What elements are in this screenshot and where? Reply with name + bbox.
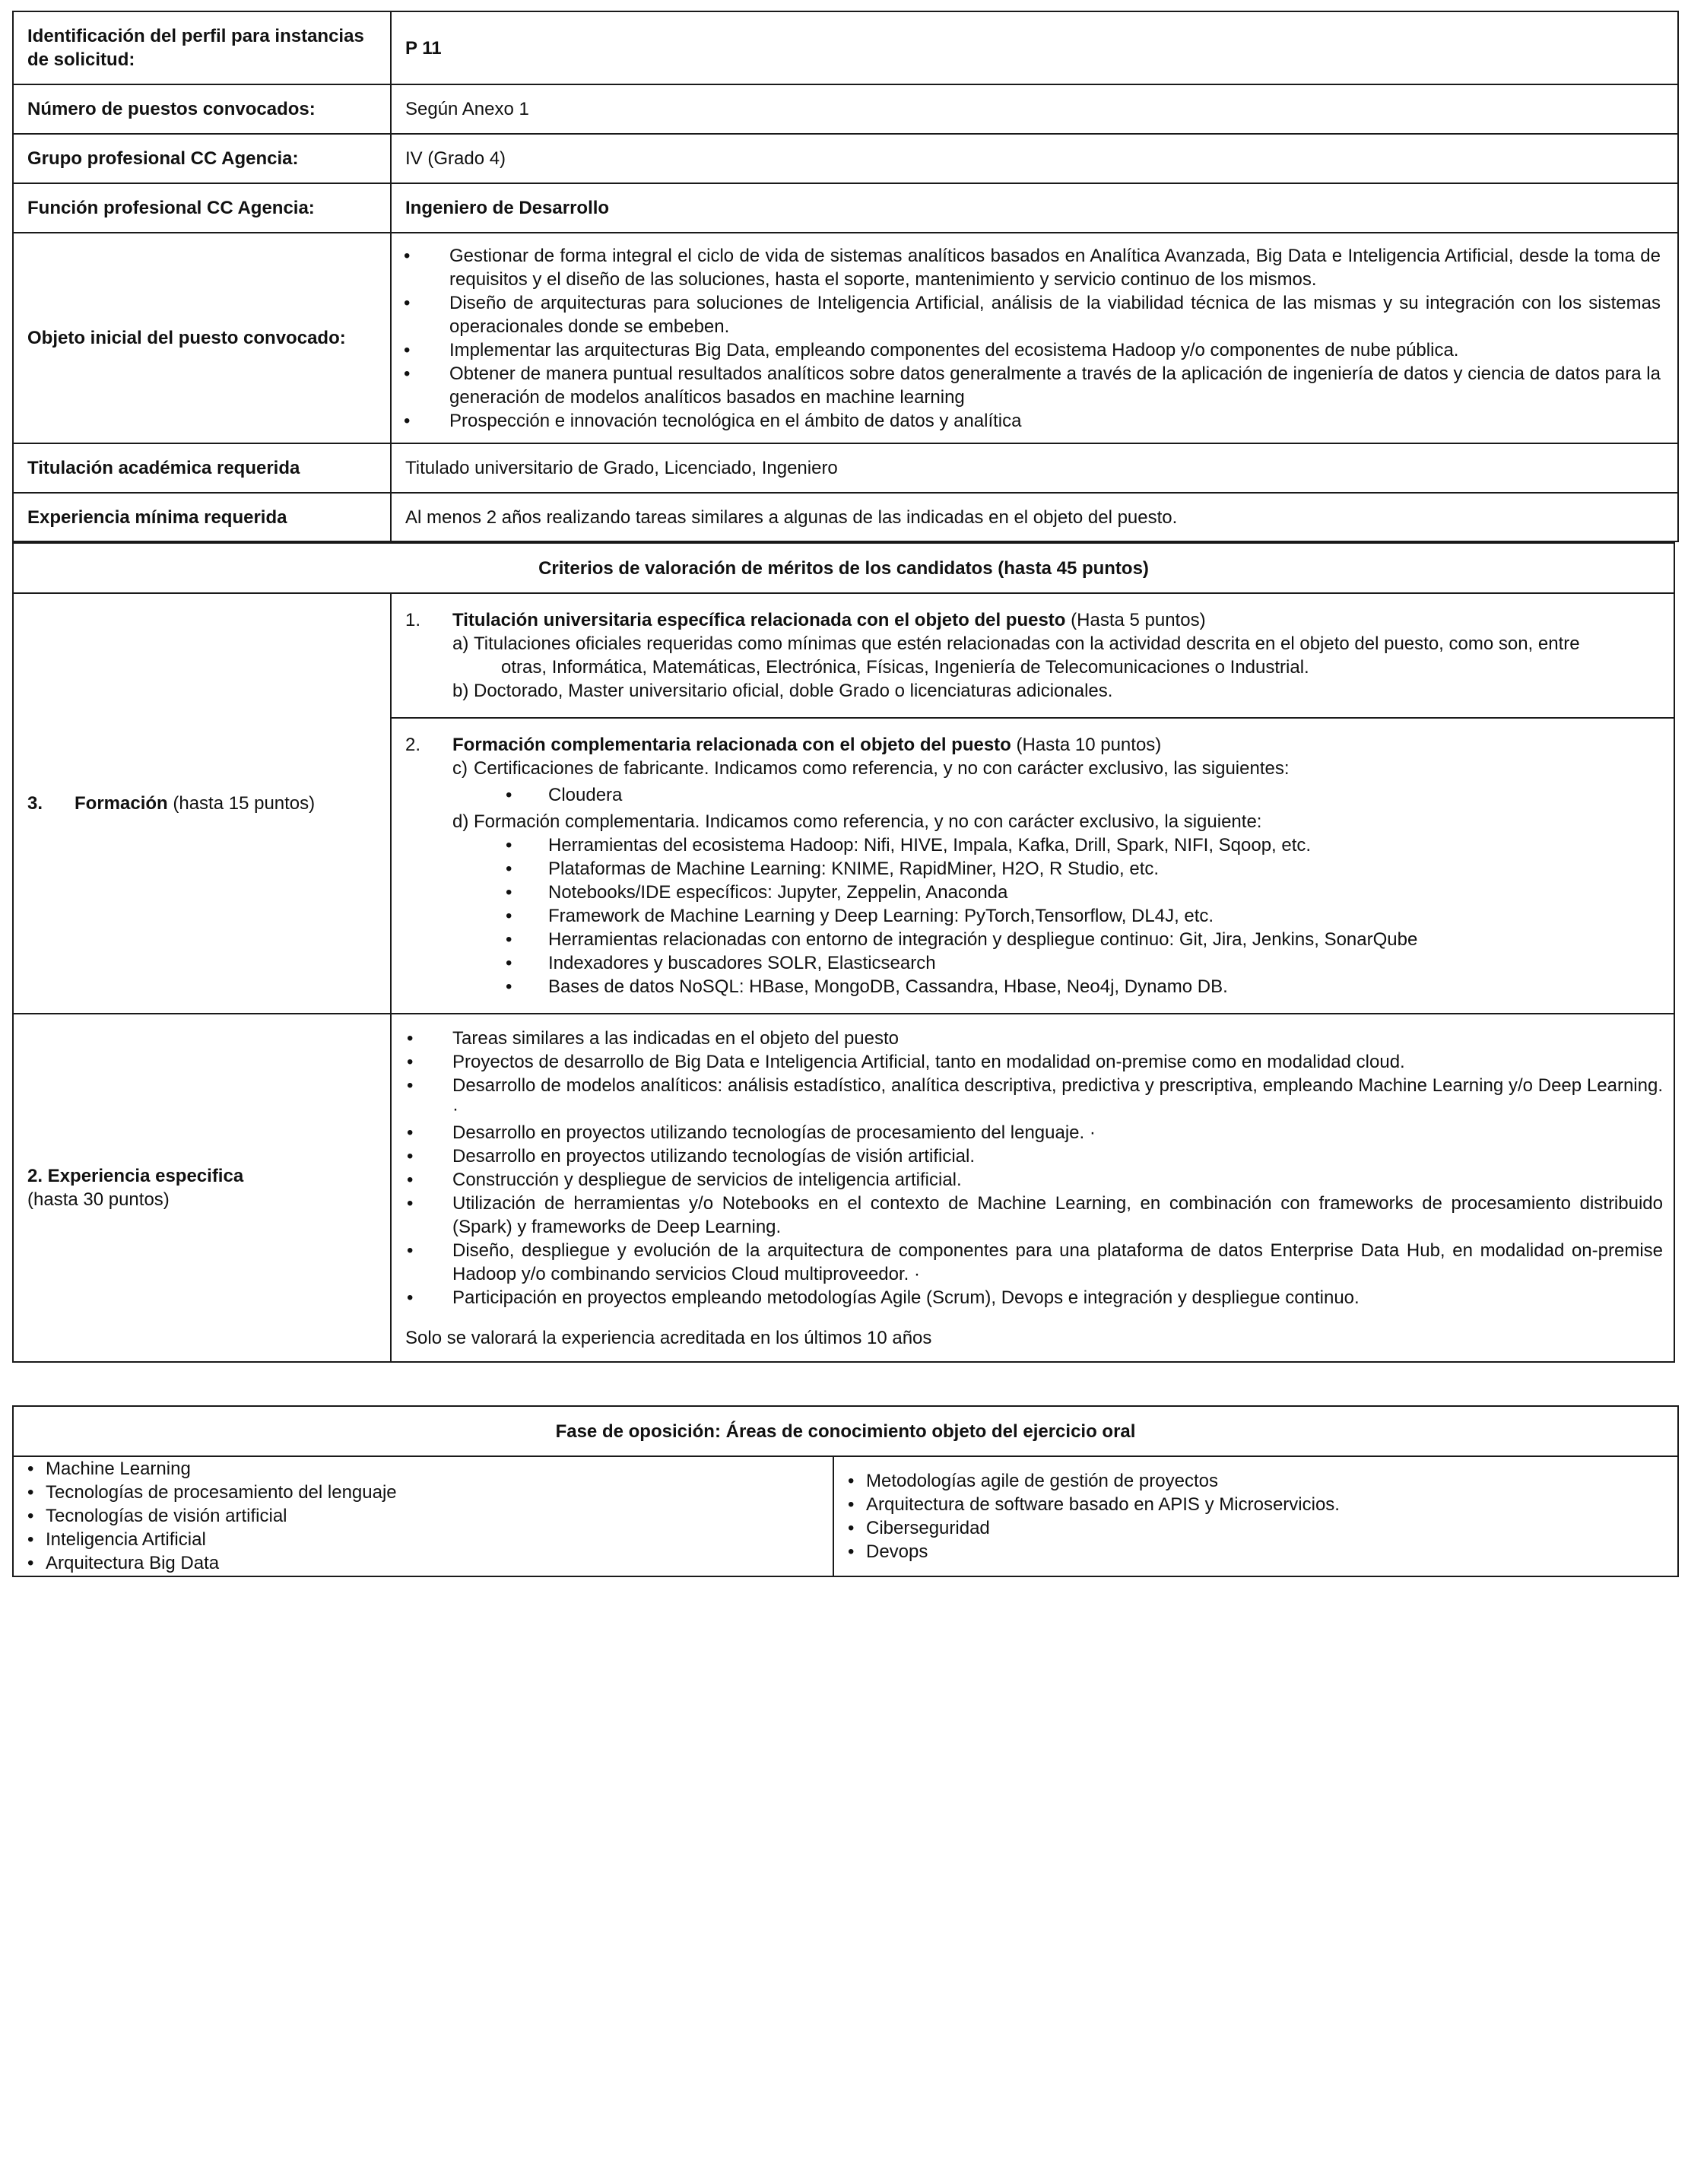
oposicion-left-list bbox=[23, 1457, 819, 1575]
titulacion-esp-cell bbox=[391, 593, 1674, 718]
profile-value: IV (Grado 4) bbox=[391, 134, 1678, 183]
sub-text: Titulaciones oficiales requeridas como mínimas que estén relacionadas con la actividad descrita en el objeto del puesto, como son, entre bbox=[474, 633, 1580, 654]
experiencia-list bbox=[405, 1027, 1663, 1309]
formacion-comp-body bbox=[405, 757, 1660, 998]
experiencia-min-value: Al menos 2 años realizando tareas similares a algunas de las indicadas en el objeto del puesto. bbox=[391, 493, 1678, 541]
list-item: • Arquitectura Big Data bbox=[23, 1551, 819, 1575]
profile-value: P 11 bbox=[391, 11, 1678, 84]
criterios-table bbox=[12, 542, 1675, 1363]
list-item: • Diseño, despliegue y evolución de la arquitectura de componentes para una plataforma de datos Enterprise Data Hub, en modalidad on-premise Hadoop y/o combinando servicios Cloud multiproveedor. · bbox=[405, 1239, 1663, 1286]
oposicion-right-cell bbox=[833, 1456, 1678, 1576]
sub-text: Formación complementaria. Indicamos como referencia, y no con carácter exclusivo, la siguiente: bbox=[474, 811, 1262, 832]
sub-letter: a) bbox=[452, 633, 469, 654]
sub-text: Doctorado, Master universitario oficial, doble Grado o licenciaturas adicionales. bbox=[474, 681, 1113, 701]
profile-row bbox=[13, 11, 1678, 84]
sub-letter: d) bbox=[452, 811, 469, 832]
oposicion-right-list bbox=[843, 1469, 1664, 1563]
formacion-label: Formación bbox=[75, 793, 168, 814]
sub-text-cont: otras, Informática, Matemáticas, Electrónica, Físicas, Ingeniería de Telecomunicaciones o Industrial. bbox=[501, 657, 1309, 678]
formacion-list bbox=[452, 833, 1660, 998]
titulacion-esp-body bbox=[405, 632, 1643, 703]
experiencia-label: 2. Experiencia especifica bbox=[27, 1166, 244, 1186]
list-item: • Desarrollo en proyectos utilizando tecnologías de procesamiento del lenguaje. · bbox=[405, 1121, 1663, 1144]
objeto-list bbox=[402, 244, 1661, 433]
formacion-label-cell bbox=[13, 593, 391, 1014]
list-item: • Notebooks/IDE específicos: Jupyter, Zeppelin, Anaconda bbox=[452, 881, 1660, 904]
list-item: • Tecnologías de procesamiento del lenguaje bbox=[23, 1481, 819, 1504]
profile-table bbox=[12, 11, 1679, 542]
formacion-num: 3. bbox=[27, 793, 43, 814]
sub-item-b bbox=[452, 679, 1643, 703]
list-item: • Metodologías agile de gestión de proyectos bbox=[843, 1469, 1664, 1493]
experiencia-cell bbox=[391, 1014, 1674, 1362]
formacion-row-1 bbox=[13, 593, 1674, 718]
sub-text: Certificaciones de fabricante. Indicamos como referencia, y no con carácter exclusivo, las siguientes: bbox=[474, 758, 1290, 779]
cert-list bbox=[452, 783, 1660, 807]
section-num: 1. bbox=[405, 610, 421, 630]
oposicion-table bbox=[12, 1405, 1679, 1577]
list-item: • Proyectos de desarrollo de Big Data e Inteligencia Artificial, tanto en modalidad on-premise como en modalidad cloud. bbox=[405, 1050, 1663, 1074]
list-item: • Indexadores y buscadores SOLR, Elasticsearch bbox=[452, 951, 1660, 975]
oposicion-header-row bbox=[13, 1406, 1678, 1456]
sub-item-c bbox=[452, 757, 1660, 780]
list-item: • Framework de Machine Learning y Deep Learning: PyTorch,Tensorflow, DL4J, etc. bbox=[452, 904, 1660, 928]
titulacion-value: Titulado universitario de Grado, Licenciado, Ingeniero bbox=[391, 443, 1678, 493]
list-item: • Desarrollo de modelos analíticos: análisis estadístico, analítica descriptiva, predictiva y prescriptiva, empleando Machine Learning y/o Deep Learning. · bbox=[405, 1074, 1663, 1121]
list-item: • Inteligencia Artificial bbox=[23, 1528, 819, 1551]
profile-value: Ingeniero de Desarrollo bbox=[391, 183, 1678, 233]
formacion-points: (hasta 15 puntos) bbox=[173, 793, 316, 814]
titulacion-esp-heading bbox=[405, 608, 1643, 632]
list-item: • Construcción y despliegue de servicios de inteligencia artificial. bbox=[405, 1168, 1663, 1192]
section-title: Formación complementaria relacionada con el objeto del puesto bbox=[452, 735, 1011, 755]
sub-item-d bbox=[452, 810, 1660, 833]
list-item: • Plataformas de Machine Learning: KNIME, RapidMiner, H2O, R Studio, etc. bbox=[452, 857, 1660, 881]
list-item: • Tareas similares a las indicadas en el objeto del puesto bbox=[405, 1027, 1663, 1050]
formacion-comp-cell bbox=[391, 718, 1674, 1014]
list-item: • Tecnologías de visión artificial bbox=[23, 1504, 819, 1528]
oposicion-header: Fase de oposición: Áreas de conocimiento objeto del ejercicio oral bbox=[13, 1406, 1678, 1456]
oposicion-left-cell bbox=[13, 1456, 833, 1576]
sub-letter: c) bbox=[452, 758, 468, 779]
profile-row bbox=[13, 84, 1678, 134]
experiencia-row bbox=[13, 1014, 1674, 1362]
criterios-header: Criterios de valoración de méritos de los candidatos (hasta 45 puntos) bbox=[13, 543, 1674, 593]
profile-value: Según Anexo 1 bbox=[391, 84, 1678, 134]
list-item: • Obtener de manera puntual resultados analíticos sobre datos generalmente a través de la aplicación de ingeniería de datos y ciencia de datos para la generación de modelos analíticos basados en machine learning bbox=[402, 362, 1661, 409]
list-item: • Diseño de arquitecturas para soluciones de Inteligencia Artificial, análisis de la viabilidad técnica de las mismas y su integración con los sistemas operacionales donde se embeben. bbox=[402, 291, 1661, 338]
list-item: • Devops bbox=[843, 1540, 1664, 1563]
profile-label: Número de puestos convocados: bbox=[13, 84, 391, 134]
objeto-row bbox=[13, 233, 1678, 443]
list-item: • Utilización de herramientas y/o Notebooks en el contexto de Machine Learning, en combinación con frameworks de procesamiento distribuido (Spark) y frameworks de Deep Learning. bbox=[405, 1192, 1663, 1239]
profile-row bbox=[13, 183, 1678, 233]
oposicion-row bbox=[13, 1456, 1678, 1576]
experiencia-label-cell bbox=[13, 1014, 391, 1362]
criterios-header-row bbox=[13, 543, 1674, 593]
list-item: • Bases de datos NoSQL: HBase, MongoDB, Cassandra, Hbase, Neo4j, Dynamo DB. bbox=[452, 975, 1660, 998]
sub-letter: b) bbox=[452, 681, 469, 701]
titulacion-label: Titulación académica requerida bbox=[13, 443, 391, 493]
list-item: • Cloudera bbox=[452, 783, 1660, 807]
list-item: • Prospección e innovación tecnológica en el ámbito de datos y analítica bbox=[402, 409, 1661, 433]
profile-row bbox=[13, 134, 1678, 183]
section-points: (Hasta 10 puntos) bbox=[1016, 735, 1162, 755]
objeto-cell bbox=[391, 233, 1678, 443]
list-item: • Ciberseguridad bbox=[843, 1516, 1664, 1540]
experiencia-min-label: Experiencia mínima requerida bbox=[13, 493, 391, 541]
titulacion-row bbox=[13, 443, 1678, 493]
sub-item-a bbox=[452, 632, 1643, 679]
profile-label: Identificación del perfil para instancias de solicitud: bbox=[13, 11, 391, 84]
section-points: (Hasta 5 puntos) bbox=[1071, 610, 1206, 630]
experiencia-note: Solo se valorará la experiencia acreditada en los últimos 10 años bbox=[405, 1327, 932, 1348]
list-item: • Gestionar de forma integral el ciclo de vida de sistemas analíticos basados en Analítica Avanzada, Big Data e Inteligencia Artificial, desde la toma de requisitos y el diseño de las soluciones, hasta el soporte, mantenimiento y servicio continuo de los mismos. bbox=[402, 244, 1661, 291]
objeto-label: Objeto inicial del puesto convocado: bbox=[13, 233, 391, 443]
list-item: • Desarrollo en proyectos utilizando tecnologías de visión artificial. bbox=[405, 1144, 1663, 1168]
formacion-comp-heading bbox=[405, 733, 1660, 757]
experiencia-points: (hasta 30 puntos) bbox=[27, 1189, 170, 1210]
list-item: • Arquitectura de software basado en APIS y Microservicios. bbox=[843, 1493, 1664, 1516]
list-item: • Participación en proyectos empleando metodologías Agile (Scrum), Devops e integración y despliegue continuo. bbox=[405, 1286, 1663, 1309]
profile-label: Grupo profesional CC Agencia: bbox=[13, 134, 391, 183]
list-item: • Herramientas del ecosistema Hadoop: Nifi, HIVE, Impala, Kafka, Drill, Spark, NIFI, Sqoop, etc. bbox=[452, 833, 1660, 857]
section-title: Titulación universitaria específica relacionada con el objeto del puesto bbox=[452, 610, 1066, 630]
experiencia-min-row bbox=[13, 493, 1678, 541]
list-item: • Herramientas relacionadas con entorno de integración y despliegue continuo: Git, Jira, Jenkins, SonarQube bbox=[452, 928, 1660, 951]
list-item: • Machine Learning bbox=[23, 1457, 819, 1481]
profile-label: Función profesional CC Agencia: bbox=[13, 183, 391, 233]
list-item: • Implementar las arquitecturas Big Data, empleando componentes del ecosistema Hadoop y/o componentes de nube pública. bbox=[402, 338, 1661, 362]
section-num: 2. bbox=[405, 735, 421, 755]
